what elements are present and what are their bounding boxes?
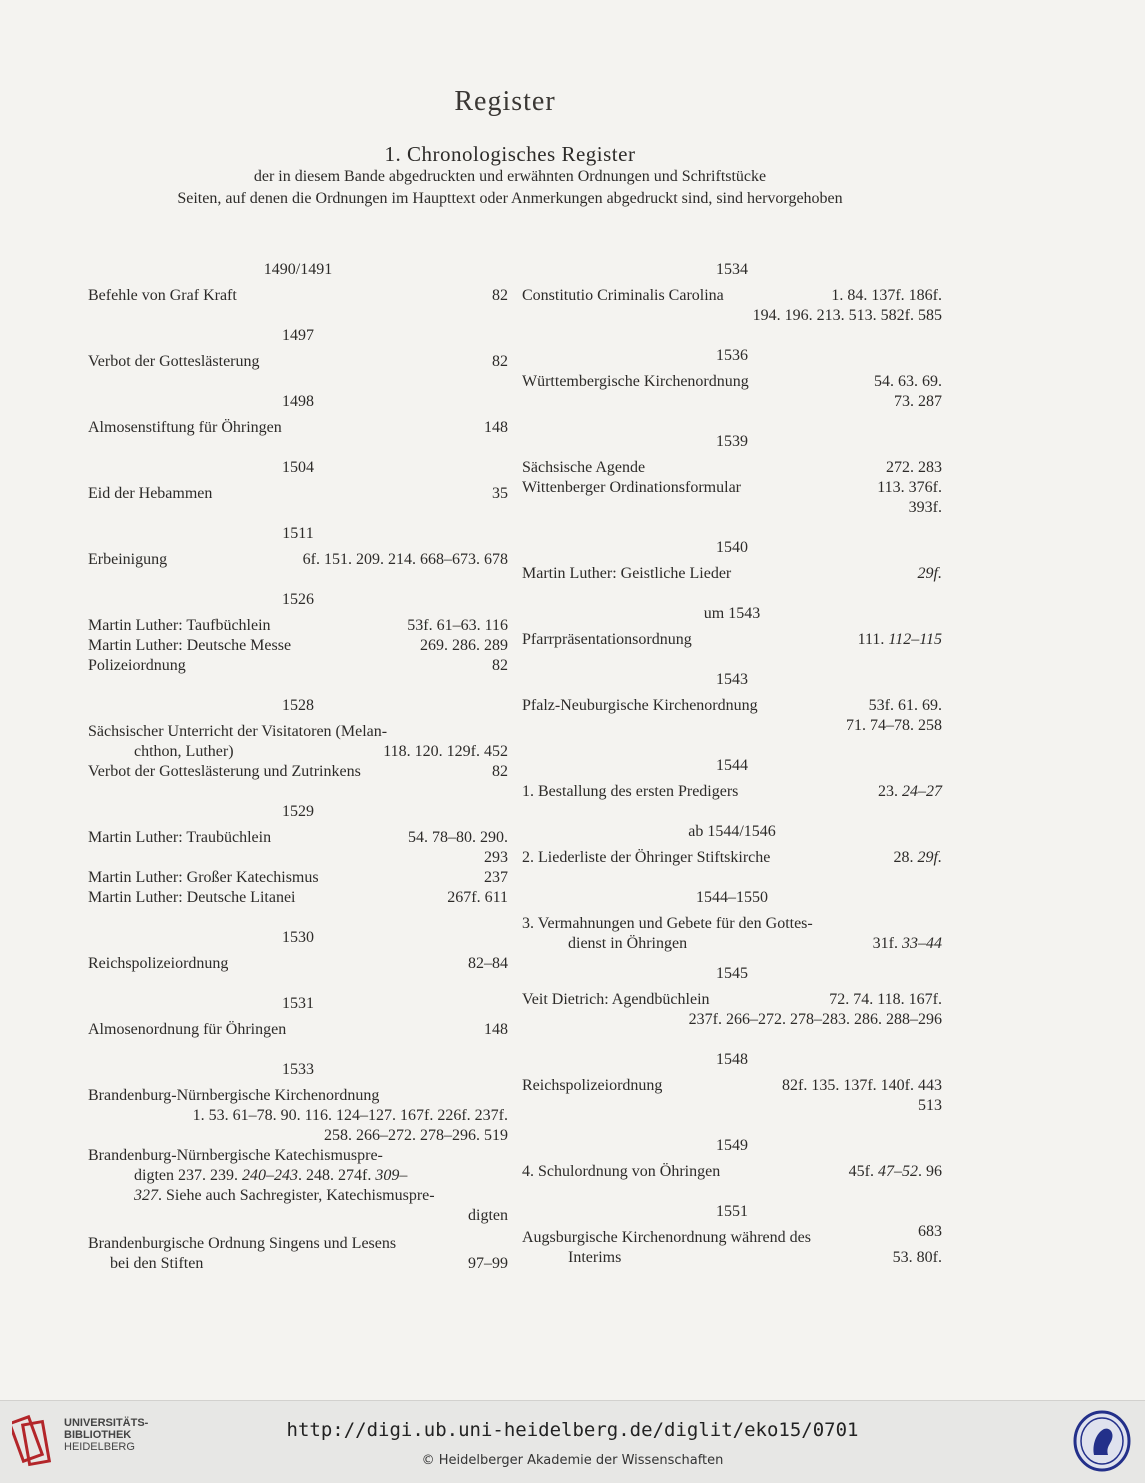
academy-seal-icon [1072,1409,1132,1473]
register-entry: Martin Luther: Taufbüchlein 53f. 61–63. 116 [88,617,508,634]
copyright-notice: © Heidelberger Akademie der Wissenschaften [421,1453,724,1468]
register-entry: Martin Luther: Traubüchlein 54. 78–80. 290. 293 [88,829,508,866]
year-heading: 1533 [282,1061,314,1078]
register-entry: 3. Vermahnungen und Gebete für den Gottes- dienst in Öhringen 31f. 33–44 [522,915,942,952]
register-entry: Sächsischer Unterricht der Visitatoren (Melan- chthon, Luther) 118. 120. 129f. 452 [88,723,508,760]
year-heading: 1543 [716,671,748,688]
register-entry: Martin Luther: Deutsche Messe 269. 286. 289 [88,637,508,654]
register-entry: Pfalz-Neuburgische Kirchenordnung 53f. 61. 69. 71. 74–78. 258 [522,697,942,734]
register-entry: Brandenburgische Ordnung Singens und Lesens bei den Stiften 97–99 [88,1235,508,1272]
year-heading: 1529 [282,803,314,820]
year-heading: 1530 [282,929,314,946]
register-entry: Wittenberger Ordinationsformular 113. 376f. 393f. [522,479,942,516]
year-heading: 1528 [282,697,314,714]
register-entry: Brandenburg-Nürnbergische Kirchenordnung 1. 53. 61–78. 90. 116. 124–127. 167f. 226f. 237f. 258. 266–272. 278–296. 519 [88,1087,508,1144]
year-heading: 1498 [282,393,314,410]
register-entry: Verbot der Gotteslästerung 82 [88,353,508,370]
year-heading: 1551 [716,1203,748,1220]
page-number: 683 [918,1223,942,1240]
register-entry: 1. Bestallung des ersten Predigers 23. 24–27 [522,783,942,800]
register-entry: Martin Luther: Deutsche Litanei 267f. 611 [88,889,508,906]
register-entry: Almosenordnung für Öhringen 148 [88,1021,508,1038]
register-entry: Martin Luther: Großer Katechismus 237 [88,869,508,886]
year-heading: ab 1544/1546 [688,823,776,840]
register-entry: Befehle von Graf Kraft 82 [88,287,508,304]
register-entry: Martin Luther: Geistliche Lieder 29f. [522,565,942,582]
register-entry: Brandenburg-Nürnbergische Katechismuspre- digten 237. 239. 240–243. 248. 274f. 309– 327. Siehe auch Sachregister, Katechismuspre- digten [88,1147,508,1224]
year-heading: 1545 [716,965,748,982]
year-heading: 1504 [282,459,314,476]
year-heading: 1544 [716,757,748,774]
viewer-footer [0,1400,1145,1483]
year-heading: 1534 [716,261,748,278]
register-entry: Verbot der Gotteslästerung und Zutrinkens 82 [88,763,508,780]
register-entry: Pfarrpräsentationsordnung 111. 112–115 [522,631,942,648]
year-heading: 1539 [716,433,748,450]
year-heading: um 1543 [703,605,761,622]
register-entry: Württembergische Kirchenordnung 54. 63. 69. 73. 287 [522,373,942,410]
register-entry: Sächsische Agende 272. 283 [522,459,942,476]
year-heading: 1540 [716,539,748,556]
register-entry: Reichspolizeiordnung 82f. 135. 137f. 140f. 443 513 [522,1077,942,1114]
register-entry: Polizeiordnung 82 [88,657,508,674]
year-heading: 1549 [716,1137,748,1154]
year-heading: 1526 [282,591,314,608]
year-heading: 1544–1550 [696,889,768,906]
register-right-column [522,250,942,1268]
page-title: Register [454,86,556,117]
year-heading: 1497 [282,327,314,344]
year-heading: 1531 [282,995,314,1012]
register-entry: 2. Liederliste der Öhringer Stiftskirche 28. 29f. [522,849,942,866]
register-entry: 4. Schulordnung von Öhringen 45f. 47–52. 96 [522,1163,942,1180]
permalink-url[interactable]: http://digi.ub.uni-heidelberg.de/diglit/eko15/0701 [286,1419,859,1441]
section-note: Seiten, auf denen die Ordnungen im Haupttext oder Anmerkungen abgedruckt sind, sind hervorgehoben [177,190,843,207]
register-entry: Veit Dietrich: Agendbüchlein 72. 74. 118. 167f. 237f. 266–272. 278–283. 286. 288–296 [522,991,942,1028]
register-entry: Almosenstiftung für Öhringen 148 [88,419,508,436]
year-heading: 1536 [716,347,748,364]
register-entry: Constitutio Criminalis Carolina 1. 84. 137f. 186f. 194. 196. 213. 513. 582f. 585 [522,287,942,324]
register-entry: Reichspolizeiordnung 82–84 [88,955,508,972]
register-left-column [88,250,508,1274]
register-entry: Augsburgische Kirchenordnung während des Interims 53. 80f. [522,1229,942,1266]
register-entry: Erbeinigung 6f. 151. 209. 214. 668–673. 678 [88,551,508,568]
register-entry: Eid der Hebammen 35 [88,485,508,502]
library-name: UNIVERSITÄTS- BIBLIOTHEK HEIDELBERG [64,1417,149,1453]
section-description: der in diesem Bande abgedruckten und erwähnten Ordnungen und Schriftstücke [253,168,767,185]
year-heading: 1490/1491 [263,261,333,278]
year-heading: 1511 [282,525,314,542]
year-heading: 1548 [716,1051,748,1068]
section-heading: 1. Chronologisches Register [384,142,636,166]
